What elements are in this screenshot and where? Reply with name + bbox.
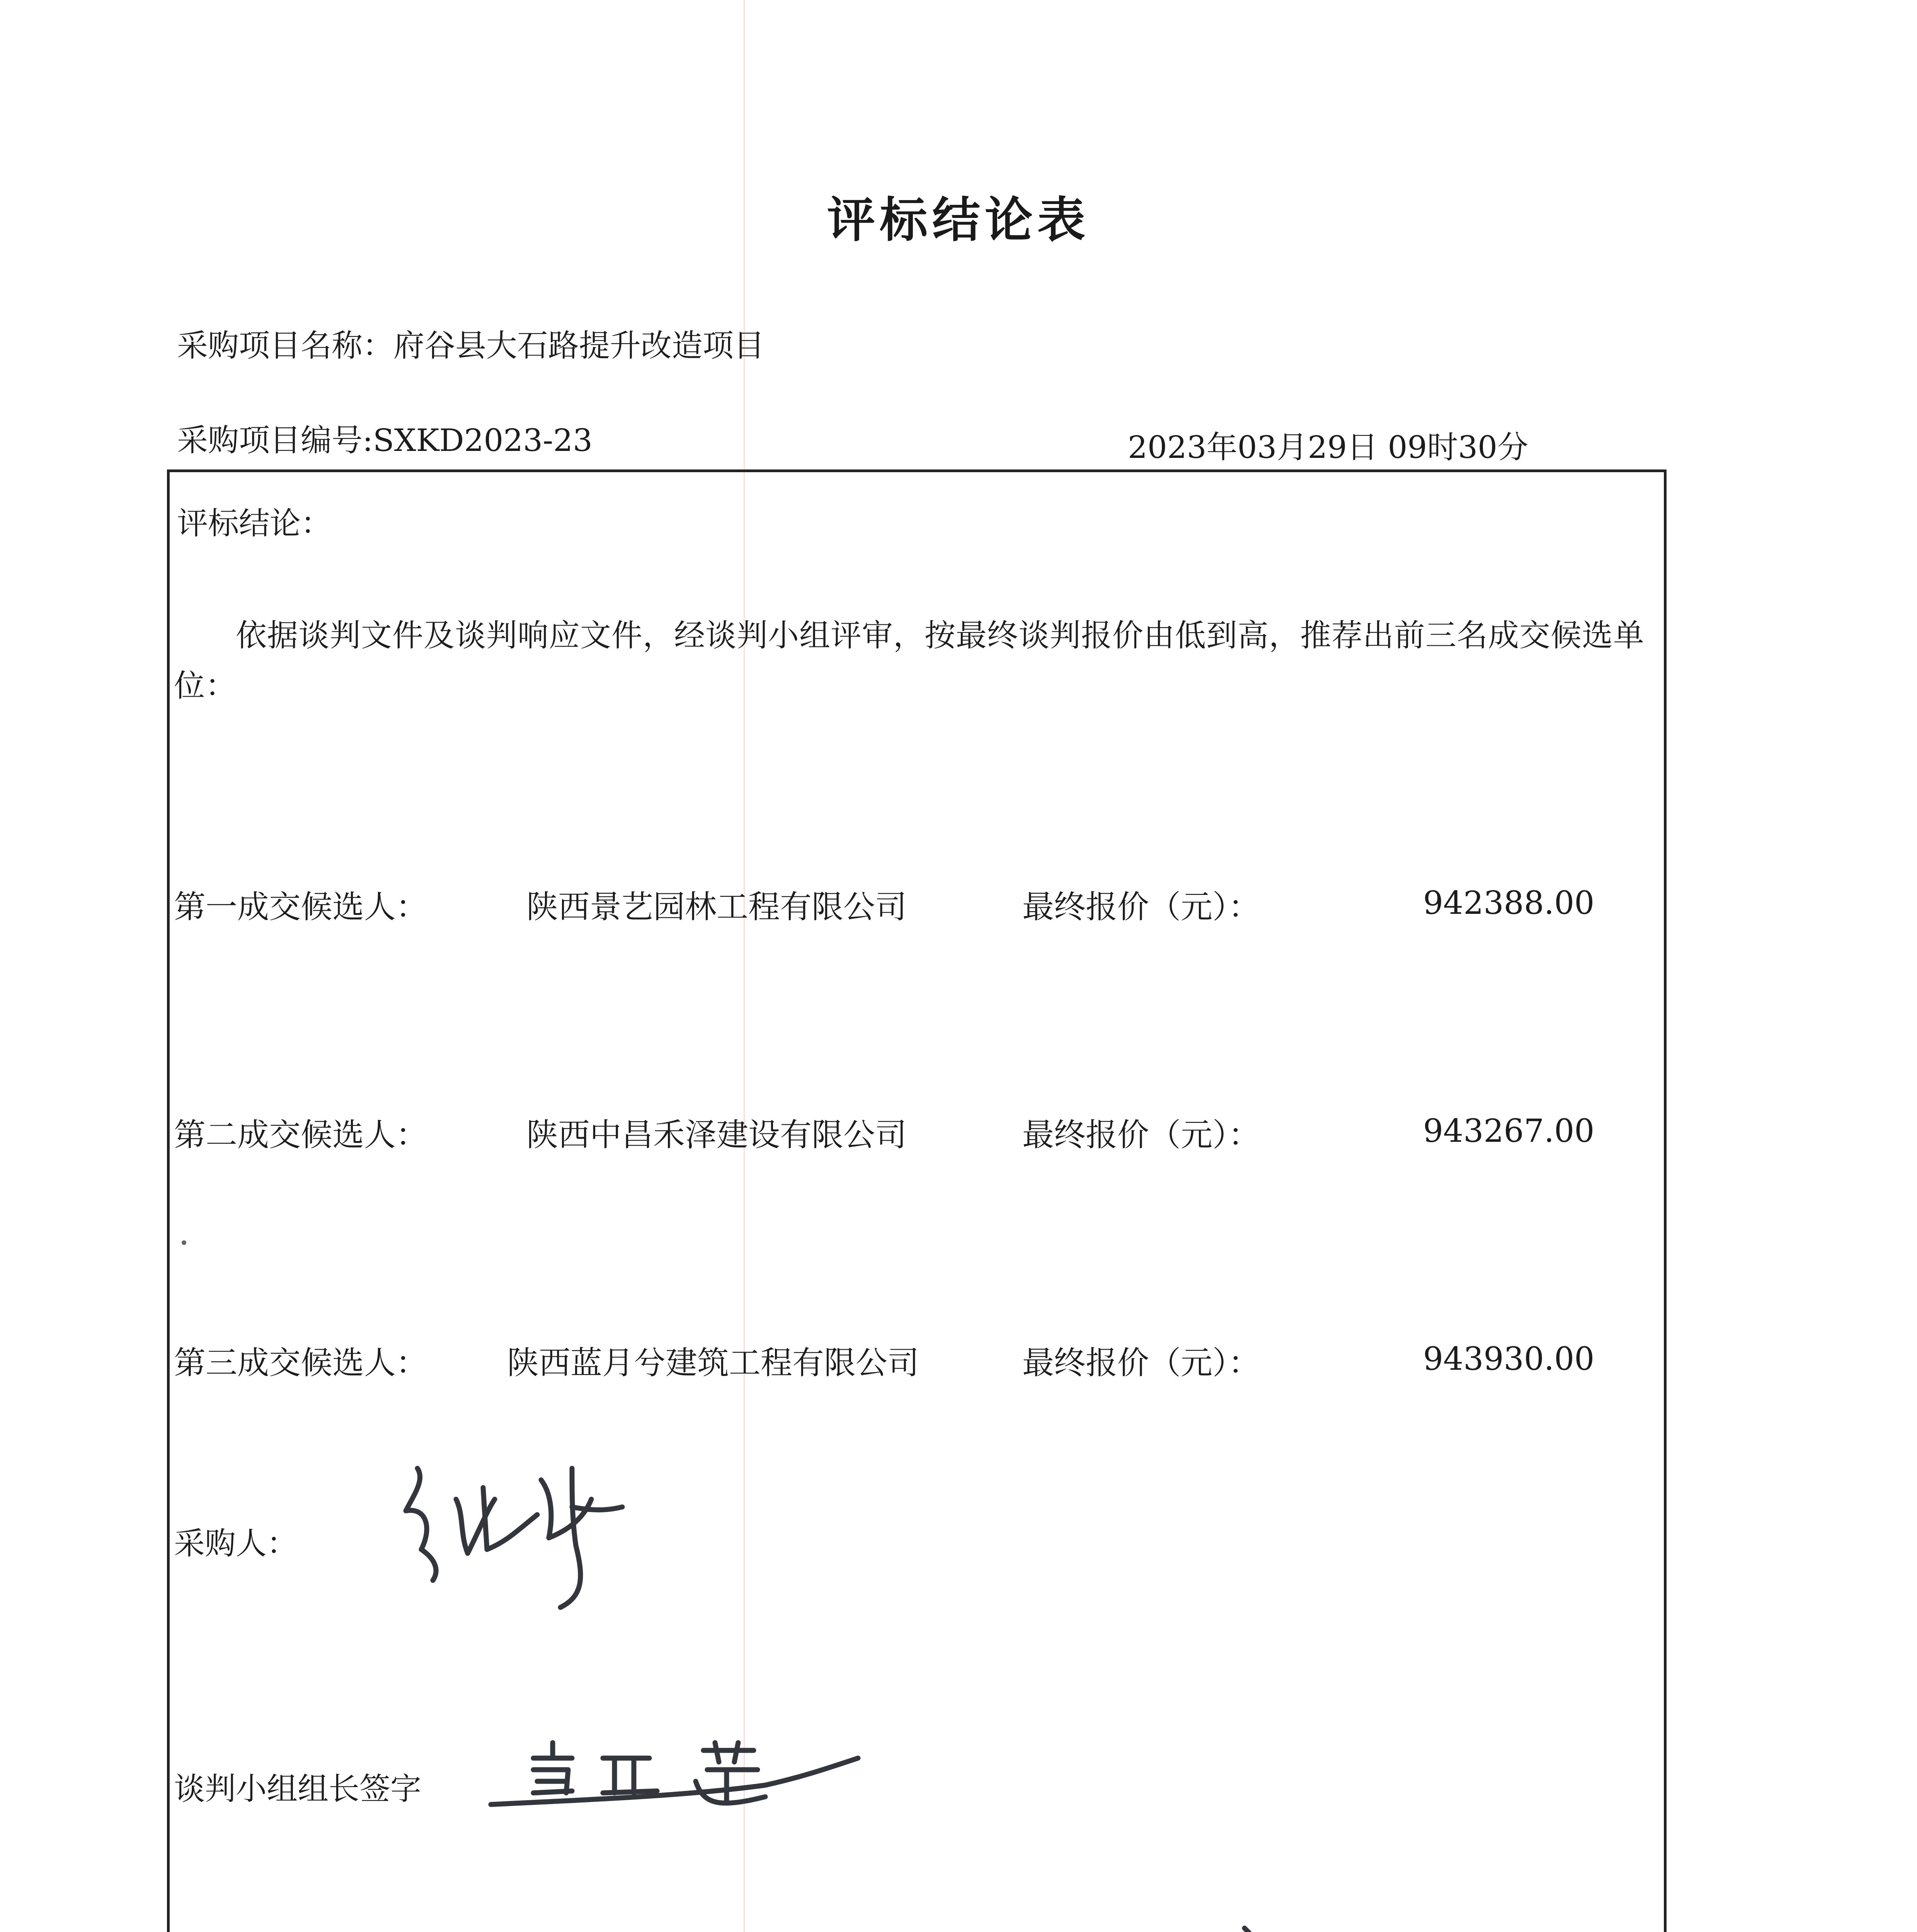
purchaser-label: 采购人：	[174, 1526, 298, 1561]
candidate-price: 943267.00	[1423, 1113, 1595, 1150]
project-code-line: 采购项目编号:SXKD2023-23	[177, 422, 593, 458]
candidate-price: 943930.00	[1423, 1341, 1595, 1378]
leader-signature	[487, 1727, 873, 1828]
candidate-price-label: 最终报价（元）：	[1022, 1117, 1260, 1153]
conclusion-label: 评标结论：	[177, 505, 332, 541]
leader-label: 谈判小组组长签字	[174, 1771, 421, 1807]
scan-speck	[182, 1240, 186, 1245]
candidate-company: 陕西蓝月兮建筑工程有限公司	[507, 1345, 919, 1381]
candidate-price-label: 最终报价（元）：	[1022, 1345, 1260, 1381]
candidate-company: 陕西中昌禾泽建设有限公司	[526, 1117, 907, 1153]
conclusion-paragraph: 依据谈判文件及谈判响应文件，经谈判小组评审，按最终谈判报价由低到高，推荐出前三名成交候选单位：	[174, 617, 1645, 704]
candidate-rank-label: 第二成交候选人：	[174, 1117, 428, 1153]
project-name-line: 采购项目名称：府谷县大石路提升改造项目	[177, 328, 764, 364]
evaluation-datetime: 2023年03月29日 09时30分	[1128, 429, 1529, 465]
candidate-company: 陕西景艺园林工程有限公司	[526, 889, 907, 925]
candidate-rank-label: 第三成交候选人：	[174, 1345, 428, 1381]
page-title: 评标结论表	[827, 192, 1090, 248]
candidate-price-label: 最终报价（元）：	[1022, 889, 1260, 925]
members-signature	[487, 1913, 1415, 1932]
purchaser-signature	[390, 1453, 638, 1619]
candidate-price: 942388.00	[1423, 885, 1595, 922]
candidate-rank-label: 第一成交候选人：	[174, 889, 428, 925]
